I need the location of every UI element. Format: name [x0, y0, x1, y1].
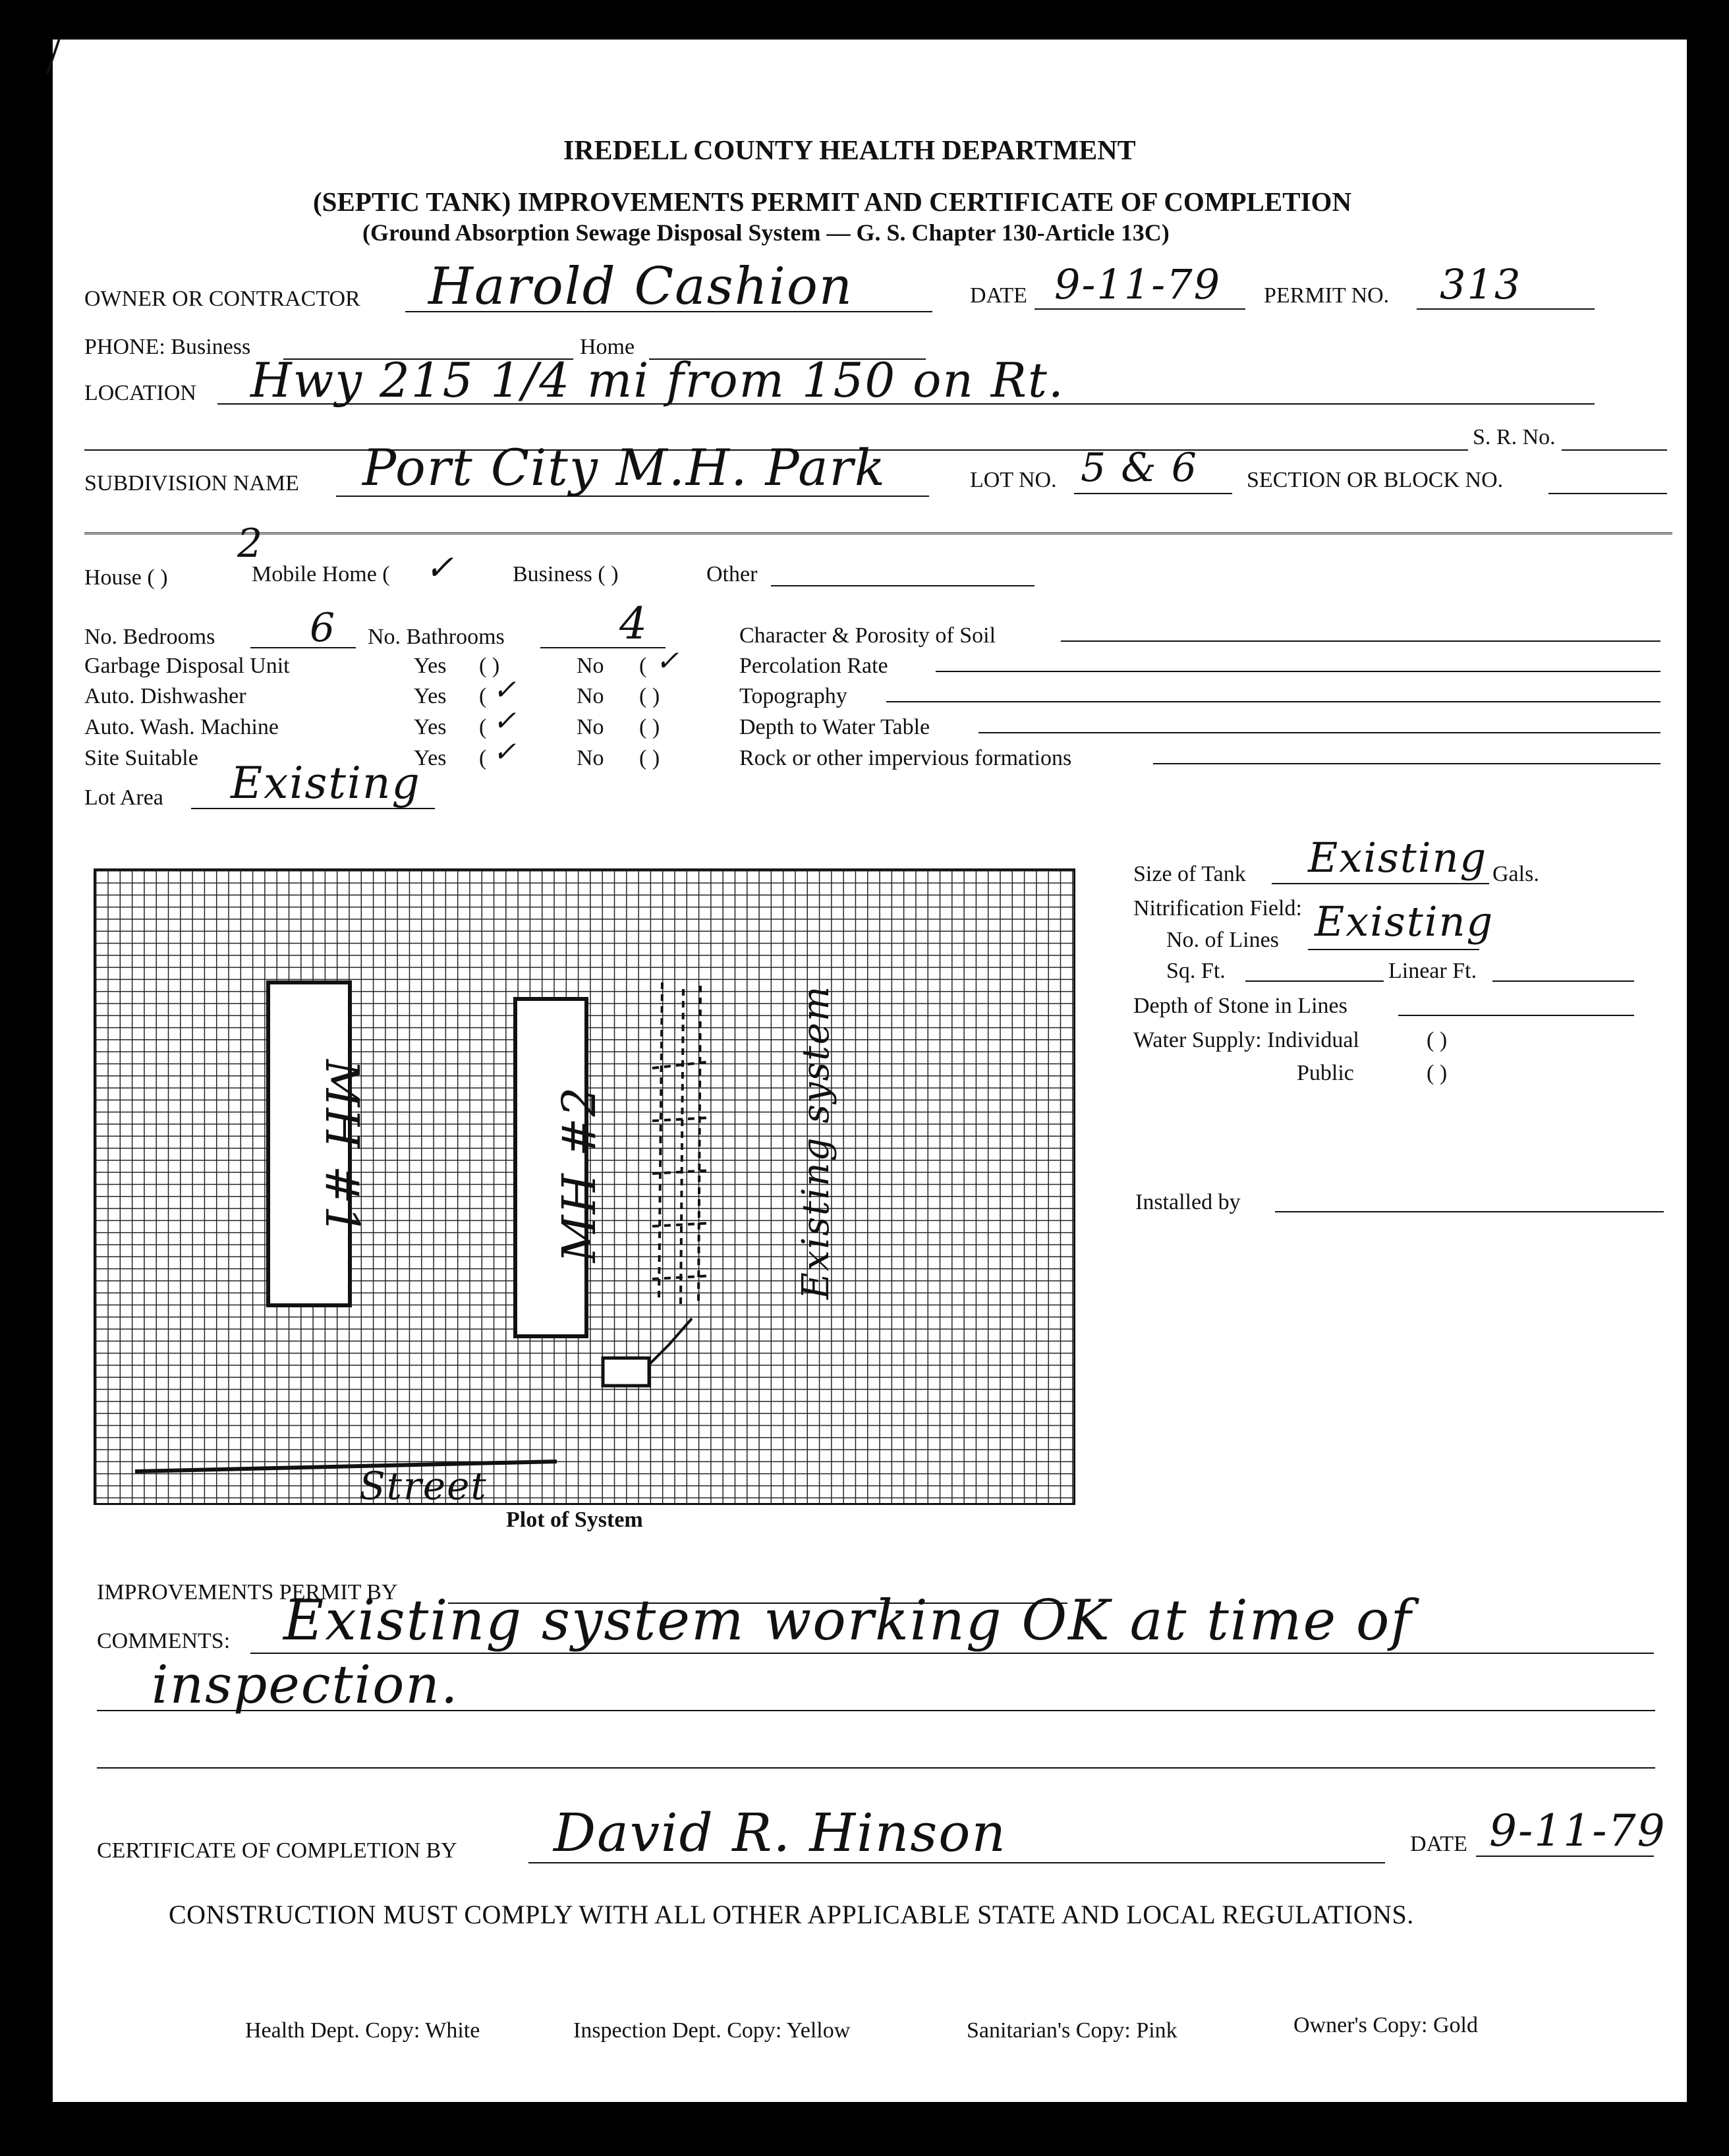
bedrooms-label: No. Bedrooms [84, 625, 215, 649]
washer-yes: Yes [414, 715, 447, 739]
location-value: Hwy 215 1/4 mi from 150 on Rt. [250, 353, 1065, 408]
water-individual-box: ( ) [1427, 1028, 1448, 1052]
lot-area-value: Existing [231, 758, 421, 808]
soil-porosity-line [1061, 640, 1660, 642]
lot-value: 5 & 6 [1081, 445, 1198, 491]
house-option: House ( ) [84, 565, 168, 590]
form-title: (SEPTIC TANK) IMPROVEMENTS PERMIT AND CERTIFICATE OF COMPLETION [313, 186, 1352, 217]
permit-label: PERMIT NO. [1264, 283, 1390, 308]
certificate-label: CERTIFICATE OF COMPLETION BY [97, 1838, 457, 1863]
nitrification-label: Nitrification Field: [1133, 896, 1302, 921]
water-public-box: ( ) [1427, 1061, 1448, 1085]
comments-line-1 [250, 1653, 1654, 1654]
percolation-label: Percolation Rate [739, 654, 888, 678]
regulations-notice: CONSTRUCTION MUST COMPLY WITH ALL OTHER APPLICABLE STATE AND LOCAL REGULATIONS. [169, 1900, 1414, 1929]
topography-label: Topography [739, 684, 847, 708]
drain-field-lines [652, 982, 712, 1305]
tank-size-line [1272, 883, 1489, 884]
plot-caption: Plot of System [506, 1508, 643, 1532]
linear-ft-label: Linear Ft. [1388, 959, 1477, 983]
stone-label: Depth of Stone in Lines [1133, 994, 1347, 1018]
washer-no: No [577, 715, 604, 739]
dwelling-count: 2 [237, 521, 264, 567]
other-line [771, 585, 1035, 586]
dishwasher-yes: Yes [414, 684, 447, 708]
lines-line [1308, 949, 1479, 950]
garbage-yes-box: ( ) [479, 654, 500, 678]
form-subtitle: (Ground Absorption Sewage Disposal System — G. S. Chapter 130-Article 13C) [362, 219, 1170, 246]
gals-label: Gals. [1492, 862, 1539, 886]
washer-yes-check: ✓ [493, 704, 518, 737]
site-yes-check: ✓ [493, 735, 518, 768]
permit-form [46, 27, 1687, 2102]
bedrooms-value: 6 [310, 605, 337, 651]
soil-porosity-label: Character & Porosity of Soil [739, 623, 996, 648]
water-table-label: Depth to Water Table [739, 715, 930, 739]
lot-label: LOT NO. [970, 468, 1057, 492]
washer-yes-open: ( [479, 715, 487, 739]
mobile-home-2-label: MH #2 [552, 1085, 607, 1263]
lot-line [1074, 493, 1232, 494]
site-no: No [577, 746, 604, 770]
sqft-label: Sq. Ft. [1166, 959, 1226, 983]
installed-line [1275, 1211, 1664, 1212]
topography-line [886, 701, 1660, 702]
copy-health: Health Dept. Copy: White [245, 2018, 480, 2043]
phone-home-label: Home [580, 335, 635, 359]
rock-line [1153, 763, 1660, 764]
margin-mark: / [46, 27, 61, 85]
section-line [1548, 493, 1667, 494]
street-line [135, 1461, 557, 1471]
business-option: Business ( ) [513, 562, 619, 586]
comments-text-2: inspection. [152, 1654, 459, 1715]
dishwasher-no: No [577, 684, 604, 708]
dishwasher-label: Auto. Dishwasher [84, 684, 246, 708]
copy-sanitarian: Sanitarian's Copy: Pink [967, 2018, 1177, 2043]
certificate-date-label: DATE [1410, 1832, 1467, 1856]
subdivision-value: Port City M.H. Park [362, 438, 886, 497]
site-yes-open: ( [479, 746, 487, 770]
septic-tank [603, 1358, 649, 1386]
lines-label: No. of Lines [1166, 928, 1279, 952]
owner-label: OWNER OR CONTRACTOR [84, 287, 360, 311]
stone-line [1398, 1015, 1634, 1016]
dishwasher-yes-check: ✓ [493, 673, 518, 706]
date-label: DATE [970, 283, 1027, 308]
installed-label: Installed by [1135, 1190, 1241, 1214]
washer-label: Auto. Wash. Machine [84, 715, 279, 739]
percolation-line [936, 671, 1660, 672]
garbage-yes: Yes [414, 654, 447, 678]
date-line [1035, 308, 1245, 310]
divider [84, 532, 1672, 534]
mobile-home-1-label: MH #1 [315, 1059, 370, 1237]
garbage-no: No [577, 654, 604, 678]
street-label: Street [359, 1463, 488, 1508]
sr-no-label: S. R. No. [1473, 425, 1556, 449]
linear-ft-line [1492, 980, 1634, 982]
phone-label: PHONE: Business [84, 335, 251, 359]
bathrooms-value: 4 [619, 598, 648, 649]
location-label: LOCATION [84, 381, 196, 405]
mobile-home-option: Mobile Home ( [252, 562, 390, 586]
comments-label: COMMENTS: [97, 1629, 231, 1653]
owner-value: Harold Cashion [428, 257, 854, 316]
permit-value: 313 [1440, 260, 1522, 308]
other-label: Other [706, 562, 758, 586]
comments-line-3 [97, 1767, 1655, 1769]
dishwasher-no-box: ( ) [639, 684, 660, 708]
section-label: SECTION OR BLOCK NO. [1247, 468, 1504, 492]
water-table-line [978, 732, 1660, 733]
sqft-line [1245, 980, 1384, 982]
site-no-box: ( ) [639, 746, 660, 770]
existing-system-label: Existing system [795, 984, 838, 1300]
bathrooms-label: No. Bathrooms [368, 625, 505, 649]
rock-label: Rock or other impervious formations [739, 746, 1072, 770]
sr-no-line [1562, 449, 1667, 451]
certificate-date-value: 9-11-79 [1489, 1805, 1666, 1856]
subdivision-label: SUBDIVISION NAME [84, 471, 299, 496]
washer-no-box: ( ) [639, 715, 660, 739]
permit-line [1417, 308, 1595, 310]
water-supply-label: Water Supply: Individual [1133, 1028, 1359, 1052]
tank-size-value: Existing [1308, 834, 1488, 882]
date-value: 9-11-79 [1054, 260, 1222, 308]
site-yes: Yes [414, 746, 447, 770]
mobile-home-check: ✓ [425, 548, 455, 588]
lot-area-label: Lot Area [84, 785, 163, 810]
bedrooms-line [250, 647, 356, 648]
plot-grid [94, 868, 1075, 1508]
garbage-no-open: ( [639, 654, 647, 678]
department-heading: IREDELL COUNTY HEALTH DEPARTMENT [563, 136, 1136, 166]
tank-size-label: Size of Tank [1133, 862, 1246, 886]
copy-inspection: Inspection Dept. Copy: Yellow [573, 2018, 851, 2043]
copy-owner: Owner's Copy: Gold [1293, 2013, 1479, 2037]
dishwasher-yes-open: ( [479, 684, 487, 708]
site-label: Site Suitable [84, 746, 198, 770]
certificate-signature: David R. Hinson [553, 1802, 1007, 1863]
lines-value: Existing [1315, 897, 1494, 946]
water-public-label: Public [1297, 1061, 1354, 1085]
improvements-label: IMPROVEMENTS PERMIT BY [97, 1580, 398, 1604]
comments-text-1: Existing system working OK at time of [283, 1588, 1413, 1653]
garbage-no-check: ✓ [656, 644, 681, 677]
garbage-label: Garbage Disposal Unit [84, 654, 290, 678]
